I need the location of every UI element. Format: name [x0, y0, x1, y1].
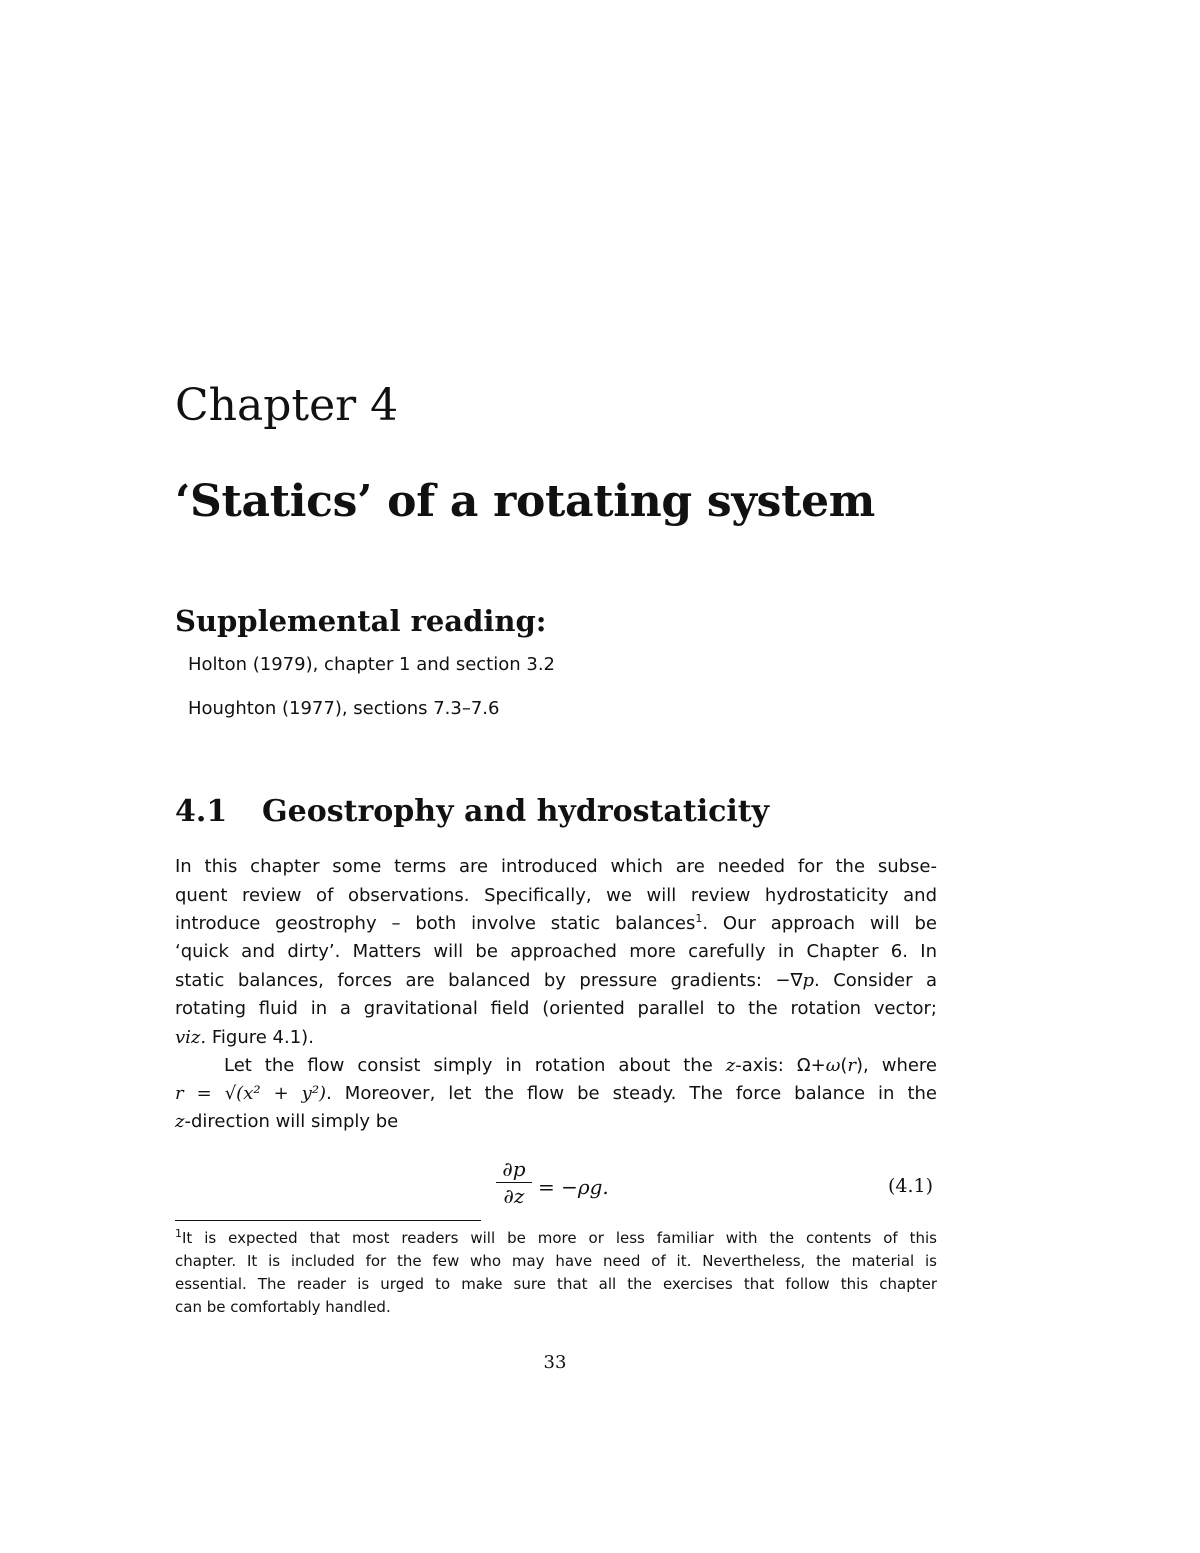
body-text: . Moreover, let the flow be steady. The force balance in the: [326, 1083, 938, 1104]
footnote-rule: [175, 1220, 481, 1221]
body-text: Let the flow consist simply in rotation about the: [224, 1055, 726, 1076]
body-text-italic: viz.: [175, 1027, 207, 1048]
body-text: -axis: Ω+: [735, 1055, 826, 1076]
chapter-label: Chapter 4: [175, 380, 399, 431]
body-line: rotating fluid in a gravitational field (oriented parallel to the rotation vector;: [175, 998, 937, 1019]
supplemental-reading-item: Houghton (1977), sections 7.3–7.6: [188, 698, 500, 719]
footnote-marker: 1: [175, 1227, 182, 1240]
footnote-line: essential. The reader is urged to make sure that all the exercises that follow this chapter: [175, 1275, 937, 1293]
section-number: 4.1: [175, 794, 228, 829]
footnote-line: can be comfortably handled.: [175, 1298, 391, 1316]
body-line: quent review of observations. Specifically, we will review hydrostaticity and: [175, 885, 937, 906]
math-variable: z: [725, 1055, 736, 1076]
math-expression: r = √(x² + y²): [175, 1083, 327, 1104]
body-text: ), where: [856, 1055, 938, 1076]
supplemental-reading-heading: Supplemental reading:: [175, 604, 547, 638]
footnote-marker: 1: [695, 912, 703, 925]
body-line: ‘quick and dirty’. Matters will be approached more carefully in Chapter 6. In: [175, 941, 937, 962]
equation-number: (4.1): [888, 1175, 934, 1197]
body-line: [175, 912, 937, 936]
math-variable: p: [802, 970, 815, 991]
footnote-line: chapter. It is included for the few who may have need of it. Nevertheless, the material is: [175, 1252, 937, 1270]
body-line: [175, 969, 937, 993]
body-text: . Our approach will be: [702, 913, 937, 934]
body-text: -direction will simply be: [184, 1111, 399, 1132]
math-variable: ω: [825, 1055, 841, 1076]
body-line: [224, 1054, 937, 1078]
body-line: [175, 1110, 937, 1134]
body-text: static balances, forces are balanced by pressure gradients: −∇: [175, 970, 803, 991]
body-text: . Consider a: [814, 970, 937, 991]
equation-denominator: ∂z: [503, 1184, 525, 1208]
math-variable: r: [847, 1055, 857, 1076]
equation-numerator: ∂p: [496, 1157, 532, 1183]
footnote-text: It is expected that most readers will be more or less familiar with the contents of this: [182, 1229, 937, 1247]
body-line: [175, 1026, 937, 1050]
footnote-line: [175, 1227, 937, 1250]
equation-rhs: = −ρg.: [538, 1175, 609, 1199]
equation-fraction: [496, 1157, 532, 1208]
page-number: 33: [543, 1352, 567, 1373]
section-title: Geostrophy and hydrostaticity: [262, 794, 770, 829]
body-text: Figure 4.1).: [206, 1027, 314, 1048]
chapter-title: ‘Statics’ of a rotating system: [175, 476, 876, 527]
body-text: introduce geostrophy – both involve static balances: [175, 913, 696, 934]
body-line: In this chapter some terms are introduced which are needed for the subse-: [175, 856, 937, 877]
body-text: (: [840, 1055, 848, 1076]
body-line: [175, 1082, 937, 1106]
section-heading: [175, 794, 769, 829]
math-variable: z: [175, 1111, 185, 1132]
supplemental-reading-item: Holton (1979), chapter 1 and section 3.2: [188, 654, 555, 675]
